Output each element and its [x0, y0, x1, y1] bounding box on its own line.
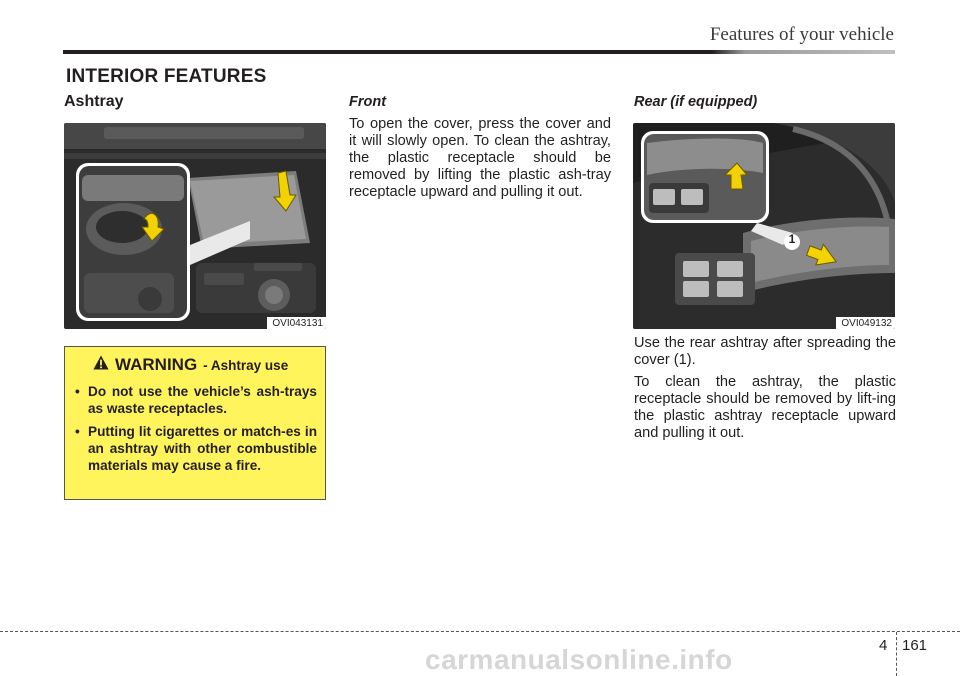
warning-item: • Do not use the vehicle’s ash-trays as waste receptacles. — [75, 383, 317, 417]
footer-divider — [896, 632, 897, 676]
ashtray-heading: Ashtray — [64, 93, 124, 110]
rear-callout-number: 1 — [788, 232, 796, 246]
chapter-number: 4 — [879, 637, 888, 654]
front-heading: Front — [349, 94, 387, 110]
warning-subtitle: - Ashtray use — [203, 357, 289, 373]
front-figure-code: OVI043131 — [267, 317, 326, 329]
warning-triangle-icon — [93, 355, 109, 375]
rear-figure-code: OVI049132 — [836, 317, 895, 329]
rear-heading: Rear (if equipped) — [634, 94, 758, 110]
section-title: INTERIOR FEATURES — [66, 66, 267, 87]
header-title: Features of your vehicle — [709, 24, 894, 45]
watermark: carmanualsonline.info — [425, 644, 733, 675]
front-paragraph: To open the cover, press the cover and it will slowly open. To clean the ashtray, the plastic receptacle should be removed by lifting the plastic ash-tray receptacle upward and pulling it out. — [349, 116, 611, 200]
front-ashtray-figure — [64, 123, 326, 329]
warning-heading — [93, 355, 317, 375]
warning-item: • Putting lit cigarettes or match-es in an ashtray with other combustible materials may cause a fire. — [75, 423, 317, 474]
warning-box — [64, 346, 326, 500]
header-rule — [63, 50, 895, 54]
warning-word: WARNING — [115, 355, 198, 374]
rear-ashtray-photo — [633, 123, 895, 329]
rear-ashtray-figure — [633, 123, 895, 329]
page-number: 161 — [902, 637, 928, 654]
front-ashtray-photo — [64, 123, 326, 329]
footer-rule — [0, 631, 960, 632]
rear-paragraph-1: Use the rear ashtray after spreading the cover (1). — [634, 335, 896, 368]
warning-list — [75, 383, 317, 474]
rear-paragraph-2: To clean the ashtray, the plastic receptacle should be removed by lift-ing the plastic ashtray receptacle upward and pulling it out. — [634, 374, 896, 441]
